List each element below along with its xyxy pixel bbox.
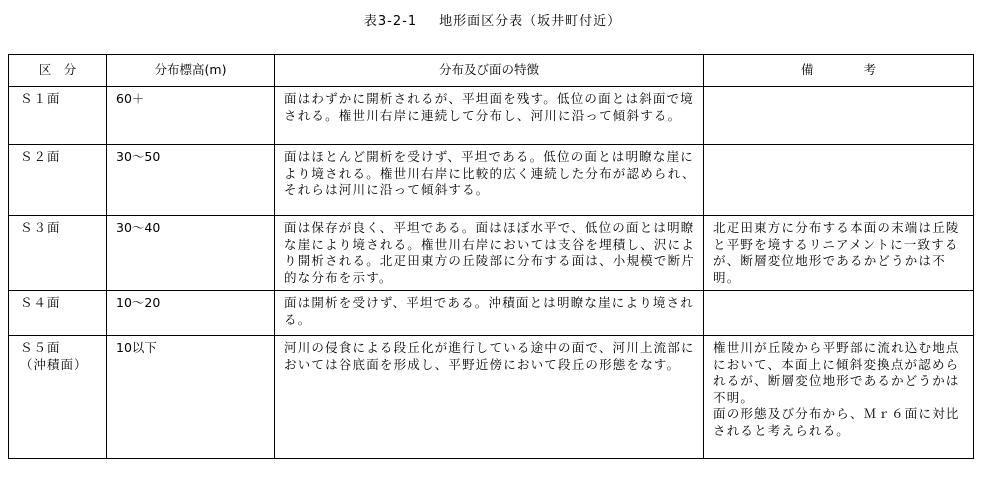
table-row [9, 336, 974, 459]
landform-classification-table [8, 54, 974, 459]
zone-cell: Ｓ１面 [9, 87, 107, 145]
table-title-text: 地形面区分表（坂井町付近） [439, 14, 622, 29]
header-feature: 分布及び面の特徴 [275, 55, 704, 87]
table-number: 表3-2-1 [363, 14, 418, 29]
table-row [9, 145, 974, 216]
elevation-cell: 60＋ [107, 87, 275, 145]
elevation-cell: 30～50 [107, 145, 275, 216]
table-row [9, 87, 974, 145]
elevation-cell: 10以下 [107, 336, 275, 459]
elevation-cell: 30～40 [107, 216, 275, 291]
note-text: 権世川が丘陵から平野部に流れ込む地点において、本面上に傾斜変換点が認められるが、断層変位地形であるかどうかは不明。 [713, 340, 960, 405]
feature-cell: 面はほとんど開析を受けず、平坦である。低位の面とは明瞭な崖により境される。権世川右岸に比較的広く連続した分布が認められ、それらは河川に沿って傾斜する。 [275, 145, 704, 216]
table-title [0, 10, 985, 29]
feature-cell: 河川の侵食による段丘化が進行している途中の面で、河川上流部においては谷底面を形成し、平野近傍において段丘の形態をなす。 [275, 336, 704, 459]
feature-cell: 面はわずかに開析されるが、平坦面を残す。低位の面とは斜面で境される。権世川右岸に連続して分布し、河川に沿って傾斜する。 [275, 87, 704, 145]
table-row [9, 216, 974, 291]
elevation-cell: 10～20 [107, 291, 275, 336]
header-row [9, 55, 974, 87]
zone-cell [9, 336, 107, 459]
header-note: 備 考 [704, 55, 974, 87]
note-cell [704, 291, 974, 336]
header-elevation: 分布標高(m) [107, 55, 275, 87]
note-cell: 北疋田東方に分布する本面の末端は丘陵と平野を境するリニアメントに一致するが、断層変位地形であるかどうかは不明。 [704, 216, 974, 291]
zone-cell: Ｓ２面 [9, 145, 107, 216]
note-cell [704, 87, 974, 145]
header-zone: 区 分 [9, 55, 107, 87]
zone-cell: Ｓ４面 [9, 291, 107, 336]
note-text-2: 面の形態及び分布から、Ｍｒ６面に対比されると考えられる。 [713, 406, 960, 438]
feature-cell: 面は開析を受けず、平坦である。沖積面とは明瞭な崖により境される。 [275, 291, 704, 336]
note-cell [704, 145, 974, 216]
note-cell [704, 336, 974, 459]
zone-sublabel: （沖積面） [20, 356, 88, 372]
zone-cell: Ｓ３面 [9, 216, 107, 291]
table-row [9, 291, 974, 336]
zone-label: Ｓ５面 [20, 340, 61, 355]
feature-cell: 面は保存が良く、平坦である。面はほぼ水平で、低位の面とは明瞭な崖により境される。権世川右岸においては支谷を埋積し、沢により開析される。北疋田東方の丘陵部に分布する面は、小規模で断片的な分布を示す。 [275, 216, 704, 291]
